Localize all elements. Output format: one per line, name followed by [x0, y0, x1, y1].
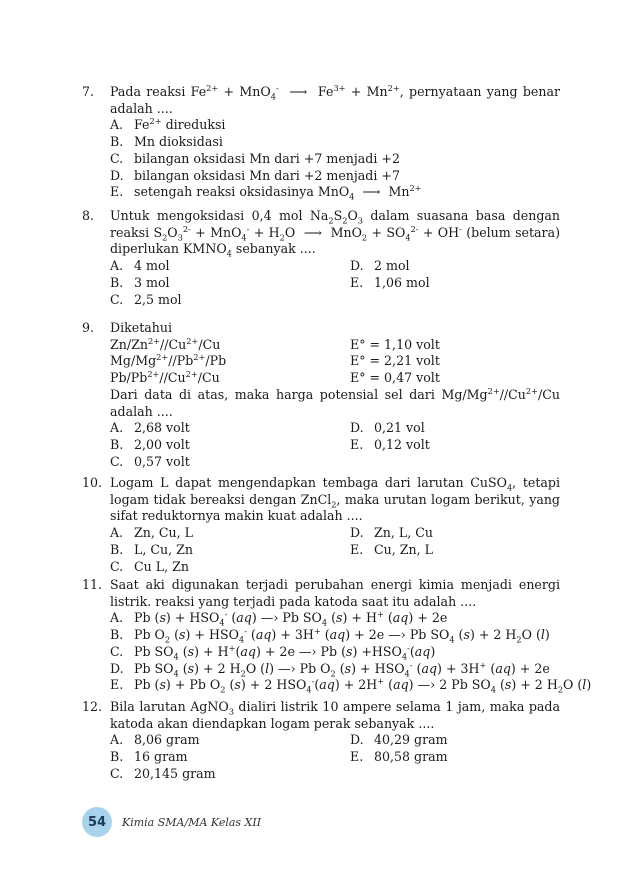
option-text: Pb $SO_4$ (s) + 2 $H_2O$ (l) —› Pb $O_2$ $(s) + HSO_4^-$ (aq) + 3H+ (aq) + 2e — [134, 659, 550, 679]
option-c[interactable] — [110, 151, 560, 168]
option-text: 80,58 gram — [374, 749, 448, 765]
given-cell: $Mg/Mg^{2+}//Pb^{2+}/Pb$ — [110, 352, 227, 369]
question-stem: Saat aki digunakan terjadi perubahan energi kimia menjadi energi listrik. reaksi yang terjadi pada katoda saat itu adalah .... — [110, 577, 560, 609]
option-letter: A. — [110, 420, 124, 436]
option-text: 0,21 vol — [374, 420, 425, 436]
option-c[interactable] — [110, 292, 350, 309]
option-letter: A. — [110, 732, 124, 748]
option-text: 8,06 gram — [134, 732, 200, 748]
question-12 — [82, 699, 560, 783]
question-number: 8. — [82, 208, 95, 223]
option-text: Zn, Cu, L — [134, 525, 193, 541]
option-text: 0,12 volt — [374, 436, 430, 452]
option-letter: E. — [110, 677, 124, 693]
option-a[interactable] — [110, 610, 560, 627]
option-letter: D. — [350, 732, 364, 748]
option-a[interactable] — [110, 117, 560, 134]
book-title: Kimia SMA/MA Kelas XII — [122, 815, 262, 829]
option-e[interactable] — [110, 184, 560, 201]
option-text: Zn, L, Cu — [374, 525, 433, 541]
given-potential: E° = 1,10 volt — [350, 336, 440, 352]
option-b[interactable] — [110, 542, 350, 559]
option-letter: C. — [110, 150, 124, 166]
given-label: Diketahui — [110, 320, 173, 335]
option-c[interactable] — [110, 454, 350, 471]
option-letter: E. — [350, 436, 364, 452]
question-7 — [82, 84, 560, 201]
answer-options — [110, 732, 560, 782]
option-letter: B. — [110, 749, 124, 765]
question-stem: Bila larutan AgNO$_3$ dialiri listrik 10 ampere selama 1 jam, maka pada katoda akan diendapkan logam perak sebanyak .... — [110, 699, 560, 731]
question-number: 10. — [82, 475, 103, 490]
option-b[interactable] — [110, 627, 560, 644]
option-text: 3 mol — [134, 274, 170, 290]
option-letter: D. — [350, 525, 364, 541]
option-text: L, Cu, Zn — [134, 541, 193, 557]
option-text: $Fe^{2+}$ direduksi — [134, 116, 226, 133]
option-d[interactable] — [110, 168, 560, 185]
option-letter: B. — [110, 627, 124, 643]
option-letter: C. — [110, 765, 124, 781]
option-text: Pb $(s) + HSO_4^-$ (aq) —› Pb $SO_4$ (s) + H+ (aq) + 2e — [134, 609, 448, 628]
option-b[interactable] — [110, 275, 350, 292]
option-text: Pb $O_2$ $(s) + HSO_4^-$ (aq) + 3H+ (aq) + 2e —› Pb $SO_4$ (s) + 2 $H_2O$ (l) — [134, 625, 550, 645]
option-c[interactable] — [110, 644, 560, 661]
option-letter: E. — [350, 541, 364, 557]
question-8 — [82, 208, 560, 308]
option-text: 2,68 volt — [134, 420, 190, 436]
option-c[interactable] — [110, 766, 350, 783]
answer-options — [110, 258, 560, 308]
option-text: 4 mol — [134, 258, 170, 274]
option-a[interactable] — [110, 258, 350, 275]
option-e[interactable] — [110, 676, 592, 695]
given-potential: E° = 0,47 volt — [350, 370, 440, 386]
option-e[interactable] — [350, 275, 560, 292]
question-10 — [82, 475, 560, 575]
option-letter: E. — [110, 184, 124, 200]
question-number: 11. — [82, 577, 103, 592]
option-text: setengah reaksi oksidasinya MnO$_4$ ⟶ $Mn^{2+}$ — [134, 183, 422, 202]
option-text: 2,5 mol — [134, 291, 182, 307]
option-a[interactable] — [110, 732, 350, 749]
option-letter: C. — [110, 558, 124, 574]
answer-options — [110, 117, 560, 201]
option-letter: B. — [110, 274, 124, 290]
option-text: Pb $SO_4$ (s) + H+(aq) + 2e —› Pb $(s) +HSO_4^-(aq)$ — [134, 642, 436, 662]
option-letter: A. — [110, 117, 124, 133]
option-e[interactable] — [350, 437, 560, 454]
option-text: Pb (s) + Pb $O_2$ (s) + 2 $HSO_4^-(aq) + 2H^+$ (aq) —› 2 Pb $SO_4$ (s) + 2 $H_2O$ (l) — [134, 676, 592, 695]
option-d[interactable] — [110, 661, 560, 678]
option-text: Cu L, Zn — [134, 558, 189, 574]
option-d[interactable] — [350, 732, 560, 749]
given-data — [110, 337, 560, 387]
option-text: Mn dioksidasi — [134, 134, 223, 150]
option-a[interactable] — [110, 420, 350, 437]
option-c[interactable] — [110, 559, 350, 576]
question-number: 12. — [82, 699, 103, 714]
option-text: 1,06 mol — [374, 274, 430, 290]
question-stem: Dari data di atas, maka harga potensial sel dari $Mg/Mg^{2+}//Cu^{2+}/Cu$ adalah .... — [110, 385, 560, 419]
given-cell: $Zn/Zn^{2+}//Cu^{2+}/Cu$ — [110, 335, 221, 352]
option-letter: A. — [110, 610, 124, 626]
option-letter: D. — [110, 167, 124, 183]
question-11 — [82, 577, 592, 695]
option-text: 20,145 gram — [134, 765, 216, 781]
option-b[interactable] — [110, 749, 350, 766]
option-text: 40,29 gram — [374, 732, 448, 748]
option-e[interactable] — [350, 542, 560, 559]
option-b[interactable] — [110, 437, 350, 454]
option-text: bilangan oksidasi Mn dari +2 menjadi +7 — [134, 167, 400, 183]
option-letter: D. — [110, 660, 124, 676]
option-letter: C. — [110, 291, 124, 307]
option-letter: C. — [110, 453, 124, 469]
given-cell: $Pb/Pb^{2+}//Cu^{2+}/Cu$ — [110, 368, 220, 386]
option-letter: E. — [350, 749, 364, 765]
option-letter: B. — [110, 436, 124, 452]
option-a[interactable] — [110, 525, 350, 542]
option-letter: B. — [110, 134, 124, 150]
question-stem: Pada reaksi $Fe^{2+} + MnO_4^-$ ⟶ $Fe^{3+} + Mn^{2+}$, pernyataan yang benar adalah .... — [110, 82, 561, 116]
option-text: 16 gram — [134, 749, 188, 765]
option-text: Cu, Zn, L — [374, 541, 433, 557]
option-text: 2 mol — [374, 258, 410, 274]
question-stem: Logam L dapat mengendapkan tembaga dari larutan CuSO$_4$, tetapi logam tidak bereaksi dengan ZnCl$_2$, maka urutan logam berikut, yang sifat reduktornya makin kuat adalah .... — [110, 475, 560, 524]
option-letter: E. — [350, 274, 364, 290]
answer-options — [110, 420, 560, 470]
option-text: 2,00 volt — [134, 436, 190, 452]
question-number: 7. — [82, 84, 95, 99]
option-letter: D. — [350, 258, 364, 274]
option-letter: A. — [110, 258, 124, 274]
answer-options — [110, 609, 592, 695]
answer-options — [110, 525, 560, 575]
question-number: 9. — [82, 320, 95, 335]
option-text: 0,57 volt — [134, 453, 190, 469]
page-number-badge: 54 — [82, 807, 112, 837]
option-text: bilangan oksidasi Mn dari +7 menjadi +2 — [134, 150, 400, 166]
option-b[interactable] — [110, 134, 560, 151]
option-letter: C. — [110, 643, 124, 659]
page-footer — [82, 807, 261, 837]
option-d[interactable] — [350, 525, 560, 542]
option-letter: D. — [350, 420, 364, 436]
option-letter: A. — [110, 525, 124, 541]
option-d[interactable] — [350, 420, 560, 437]
question-9 — [82, 320, 560, 470]
option-d[interactable] — [350, 258, 560, 275]
question-stem: Untuk mengoksidasi 0,4 mol $Na_2S_2O_3$ dalam suasana basa dengan reaksi $S_2O_3^{2-} + MnO_4^- + H_2O$ ⟶ $MnO_2 + SO_4^{2-} + OH^-$ (belum setara) diperlukan $KMNO_4$ sebanyak .... — [110, 208, 560, 259]
given-potential: E° = 2,21 volt — [350, 353, 440, 369]
option-e[interactable] — [350, 749, 560, 766]
option-letter: B. — [110, 541, 124, 557]
